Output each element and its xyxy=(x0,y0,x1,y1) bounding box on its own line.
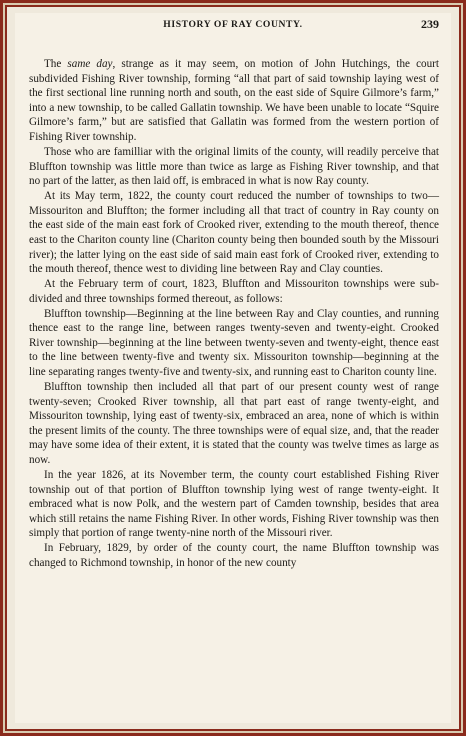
paragraph xyxy=(29,57,439,145)
paragraph: Bluffton township then included all that part of our present county west of range twenty-seven; Crooked River township, all that part east of range twenty-eight, and Missouriton township, lying east of twenty-six, embraced an area, none of which is within the present limits of the county. The three townships were of equal size, and, that the reader may have some idea of their extent, it is stated that the county was twelve times as large as now. xyxy=(29,381,439,466)
paragraph: In the year 1826, at its November term, the county court established Fishing River township out of that portion of Bluffton township lying west of range twenty-eight. It embraced what is now Polk, and the western part of Camden township, besides that area which still retains the name Fishing River. In other words, Fishing River township was then simply that portion of range twenty-nine north of the Missouri river. xyxy=(29,468,439,540)
page-header xyxy=(15,17,451,35)
paragraph: In February, 1829, by order of the county court, the name Bluffton township was changed to Richmond township, in honor of the new county xyxy=(29,542,439,569)
paragraph: At its May term, 1822, the county court reduced the number of townships to two—Missouriton and Bluffton; the former including all that tract of country in Ray county on the east side of the main east fork of Crooked river, extending to the mouth thereof, thence east to the Chariton county line (Chariton county being then bounded south by the Missouri river); the latter lying on the east side of said main east fork of Crooked river, extending to the mouth thereof, thence west to dividing line between Ray and Clay counties. xyxy=(29,190,439,276)
paragraph-lead: The xyxy=(44,58,62,70)
emphasis-text: same day xyxy=(67,58,113,70)
paragraph: Those who are familliar with the original limits of the county, will readily perceive that Bluffton township was little more than twice as large as Fishing River township, and that no part of the latter, as then laid off, is embraced in what is now Ray county. xyxy=(29,145,439,188)
paragraph: Bluffton township—Beginning at the line between Ray and Clay counties, and running thence east to the range line, between ranges twenty-seven and twenty-eight. Crooked River township—beginning at the line between twenty-seven and twenty-eight, thence east to the line between twenty-five and twenty six. Missouriton township—beginning at the line separating ranges twenty-five and twenty-six, and running east to Chariton county line. xyxy=(29,307,439,379)
paragraph-text: , strange as it may seem, on motion of John Hutchings, the court subdivided Fishing River township, forming “all that part of said township laying west of the first sectional line running north and south, on the east side of Squire Gilmore’s farm,” into a new township, to be called Gallatin township. We have been unable to locate “Squire Gilmore’s farm,” but are satisfied that Gallatin was formed from the western portion of Fishing River township. xyxy=(29,58,439,143)
paragraph: At the February term of court, 1823, Bluffton and Missouriton townships were sub-divided and three townships formed thereout, as follows: xyxy=(29,278,439,305)
page-number: 239 xyxy=(421,17,439,31)
page-body xyxy=(29,57,439,571)
book-page xyxy=(15,13,451,723)
running-title: HISTORY OF RAY COUNTY. xyxy=(163,19,303,30)
